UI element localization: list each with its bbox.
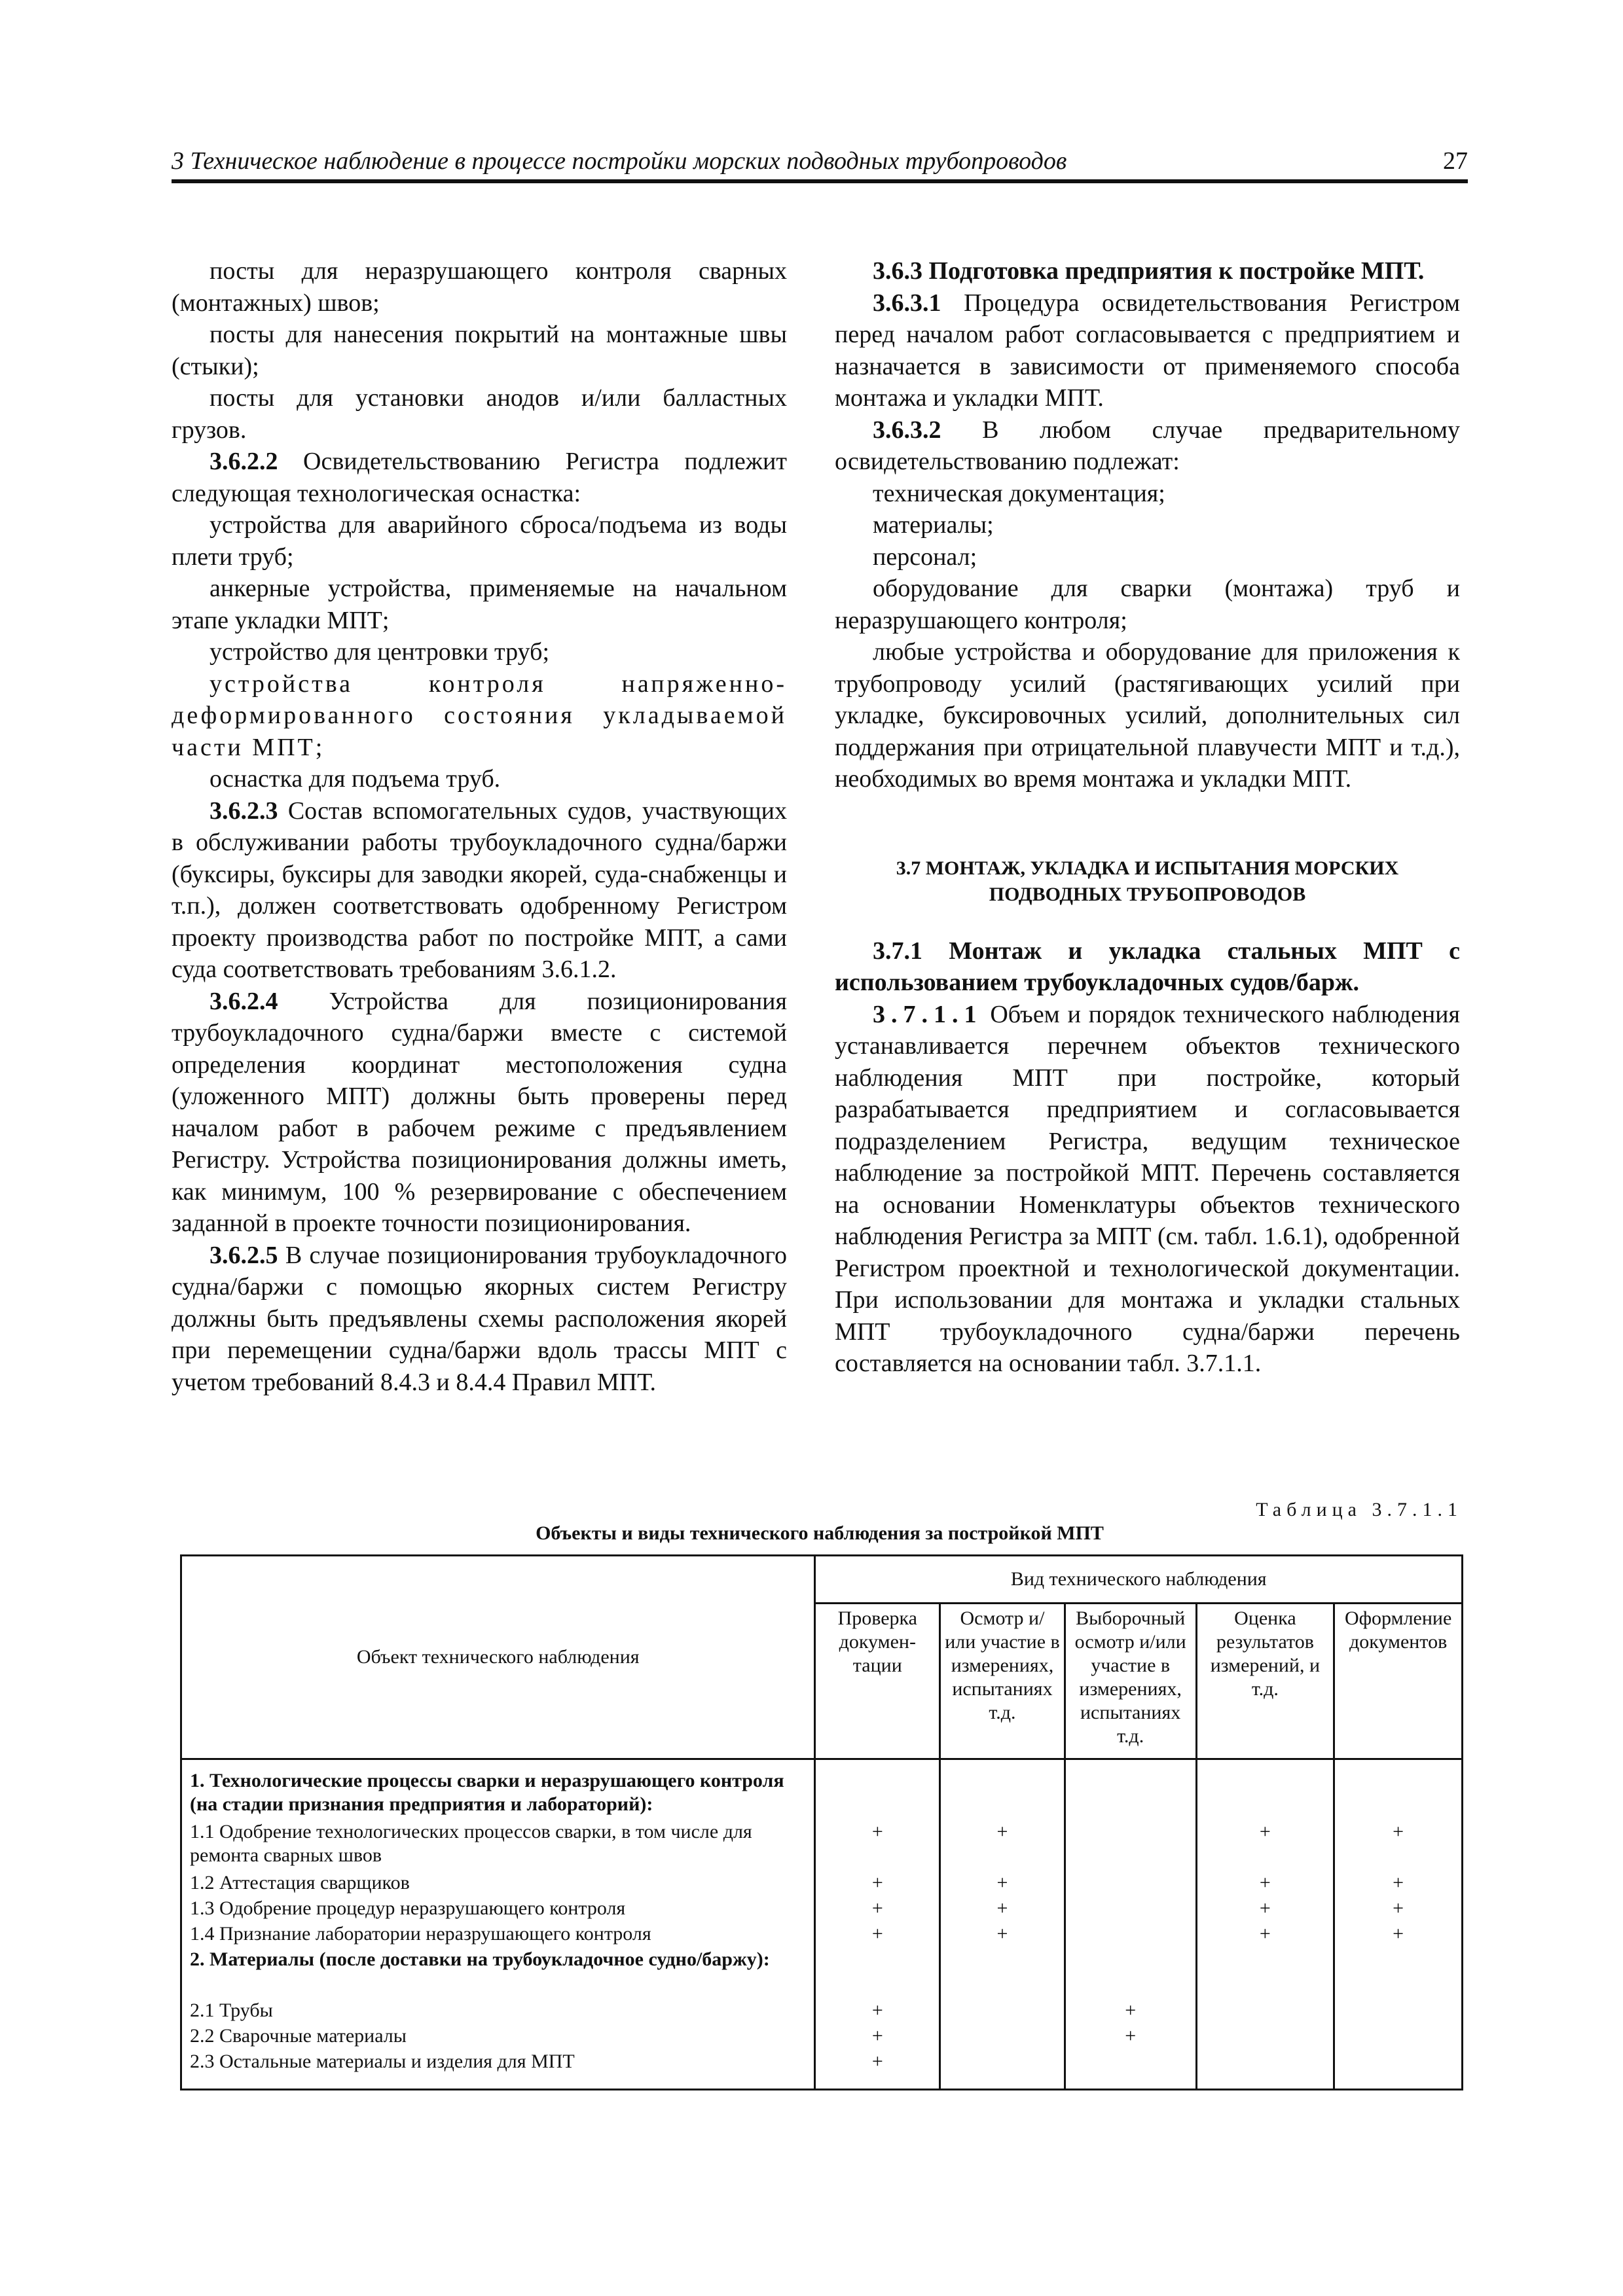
section-title: ПОДВОДНЫХ ТРУБОПРОВОДОВ [989, 883, 1306, 905]
check-mark [824, 1769, 931, 1820]
paragraph: 3.6.3.2 В любом случае предварительному освидетельствованию подлежат: [835, 416, 1460, 475]
check-mark [1343, 1948, 1453, 1999]
paragraph: оснастка для подъема труб. [210, 765, 501, 793]
table-row-label: 1.3 Одобрение процедур неразрушающего контроля [190, 1897, 626, 1919]
column-header: Оценка результатов измерений, и т.д. [1196, 1604, 1334, 1759]
paragraph: 3.7.1.1 Объем и порядок технического наблюдения устанавливается перечнем объектов технического наблюдения МПТ при постройке, который разрабатывается предприятием и согласовывается подразделением Регистра, ведущим техническое наблюдение за постройкой МПТ. Перечень составляется на основании Номенклатуры объектов технического наблюдения Регистра за МПТ (см. табл. 1.6.1), одобренной Регистром проектной и технологической документации. При использовании для монтажа и укладки стальных МПТ трубоукладочного судна/баржи перечень составляется на основании табл. 3.7.1.1. [835, 1000, 1460, 1377]
check-mark [949, 1999, 1056, 2024]
paragraph: устройства для аварийного сброса/подъема из воды плети труб; [172, 511, 787, 571]
check-mark [1205, 2024, 1326, 2050]
clause-number: 3.6.2.2 [210, 448, 278, 475]
paragraph: любые устройства и оборудование для приложения к трубопроводу усилий (растягивающих усилий при укладке, буксировочных усилий, дополнительных сил поддержания при отрицательной плавучести МПТ и т.д.), необходимых во время монтажа и укладки МПТ. [835, 638, 1460, 793]
check-mark [1343, 1999, 1453, 2024]
clause-number: 3.6.3.1 [873, 289, 941, 317]
paragraph: 3.6.2.2 Освидетельствованию Регистра подлежит следующая технологическая оснастка: [172, 448, 787, 507]
column-header: Осмотр и/или участие в измерениях, испытаниях т.д. [940, 1604, 1065, 1759]
check-mark: + [1393, 1923, 1404, 1945]
check-mark [1074, 1922, 1188, 1948]
check-mark [1074, 1948, 1188, 1999]
clause-number: 3.7.1.1 [873, 1000, 983, 1028]
check-mark [1205, 2050, 1326, 2075]
subsection-heading: 3.6.3 Подготовка предприятия к постройке МПТ. [873, 257, 1425, 285]
check-mark [1074, 1769, 1188, 1820]
section-title: 3.7 МОНТАЖ, УКЛАДКА И ИСПЫТАНИЯ МОРСКИХ [896, 857, 1399, 879]
check-mark: + [871, 1821, 883, 1842]
table-row-label: 1.2 Аттестация сварщиков [190, 1872, 410, 1893]
check-mark [1205, 1948, 1326, 1999]
table-row-label: 1. Технологические процессы сварки и неразрушающего контроля (на стадии признания предприятия и лабораторий): [190, 1770, 784, 1815]
check-mark: + [996, 1923, 1008, 1945]
check-mark: + [1259, 1923, 1271, 1945]
table-row-label: 2.3 Остальные материалы и изделия для МПТ [190, 2051, 575, 2072]
column-header: Выборочный осмотр и/или участие в измерениях, испытаниях т.д. [1065, 1604, 1196, 1759]
check-mark: + [996, 1897, 1008, 1919]
check-mark: + [871, 2025, 883, 2047]
paragraph: оборудование для сварки (монтажа) труб и неразрушающего контроля; [835, 575, 1460, 634]
table-caption: Объекты и виды технического наблюдения за постройкой МПТ [536, 1522, 1104, 1544]
paragraph: 3.6.2.5 В случае позиционирования трубоукладочного судна/баржи с помощью якорных систем Регистру должны быть предъявлены схемы расположения якорей при перемещении судна/баржи вдоль трассы МПТ с учетом требований 8.4.3 и 8.4.4 Правил МПТ. [172, 1241, 787, 1396]
clause-number: 3.6.2.4 [210, 987, 278, 1015]
paragraph: персонал; [873, 543, 977, 571]
right-column [835, 255, 1460, 1380]
marks-col-5 [1334, 1759, 1463, 2090]
check-mark [1205, 1769, 1326, 1820]
check-mark [1074, 1897, 1188, 1922]
marks-col-3 [1065, 1759, 1196, 2090]
check-mark [1074, 1820, 1188, 1871]
check-mark: + [1393, 1897, 1404, 1919]
paragraph: материалы; [873, 511, 994, 539]
check-mark [949, 2024, 1056, 2050]
marks-col-1 [815, 1759, 940, 2090]
check-mark [1205, 1999, 1326, 2024]
check-mark: + [1259, 1821, 1271, 1842]
table-row-label: 2.1 Трубы [190, 2000, 273, 2021]
check-mark [949, 2050, 1056, 2075]
check-mark: + [996, 1821, 1008, 1842]
object-header: Объект технического наблюдения [181, 1556, 815, 1759]
paragraph: 3.6.3.1 Процедура освидетельствования Регистром перед началом работ согласовывается с предприятием и назначается в зависимости от применяемого способа монтажа и укладки МПТ. [835, 289, 1460, 412]
check-mark: + [996, 1872, 1008, 1893]
page-number: 27 [1443, 147, 1468, 175]
check-mark: + [1259, 1897, 1271, 1919]
check-mark [1074, 1871, 1188, 1897]
check-mark: + [871, 1923, 883, 1945]
running-header [172, 143, 1468, 182]
header-title: 3 Техническое наблюдение в процессе постройки морских подводных трубопроводов [172, 147, 1067, 175]
paragraph: устройства контроля напряженно-деформированного состояния укладываемой части МПТ; [172, 670, 787, 761]
clause-number: 3.6.3.2 [873, 416, 941, 444]
check-mark [824, 1948, 931, 1999]
table-row-label: 1.1 Одобрение технологических процессов сварки, в том числе для ремонта сварных швов [190, 1821, 752, 1866]
paragraph: техническая документация; [873, 479, 1165, 507]
marks-col-4 [1196, 1759, 1334, 2090]
check-mark: + [1125, 2000, 1137, 2021]
table-row-label: 2.2 Сварочные материалы [190, 2025, 407, 2047]
check-mark: + [1125, 2025, 1137, 2047]
header-rule [172, 179, 1468, 183]
check-mark: + [1259, 1872, 1271, 1893]
check-mark [949, 1769, 1056, 1820]
check-mark [1343, 2050, 1453, 2075]
column-header: Проверка докумен-тации [815, 1604, 940, 1759]
paragraph: устройство для центровки труб; [210, 638, 550, 666]
paragraph: посты для нанесения покрытий на монтажные швы (стыки); [172, 321, 787, 380]
subsection-heading: 3.7.1 Монтаж и укладка стальных МПТ с использованием трубоукладочных судов/барж. [835, 937, 1460, 996]
marks-col-2 [940, 1759, 1065, 2090]
group-header: Вид технического наблюдения [815, 1556, 1463, 1604]
inspection-table [180, 1554, 1463, 2090]
paragraph: посты для установки анодов и/или балластных грузов. [172, 384, 787, 444]
paragraph: 3.6.2.4 Устройства для позиционирования трубоукладочного судна/баржи вместе с системой определения координат местоположения судна (уложенного МПТ) должны быть проверены перед началом работ в рабочем режиме с предъявлением Регистру. Устройства позиционирования должны иметь, как минимум, 100 % резервирование с обеспечением заданной в проекте точности позиционирования. [172, 987, 787, 1237]
left-column [172, 255, 787, 1398]
table-label: Таблица 3.7.1.1 [1256, 1499, 1463, 1520]
clause-number: 3.6.2.5 [210, 1241, 278, 1269]
check-mark: + [1393, 1872, 1404, 1893]
table-row-label: 1.4 Признание лаборатории неразрушающего контроля [190, 1923, 651, 1945]
check-mark: + [1393, 1821, 1404, 1842]
check-mark: + [871, 1897, 883, 1919]
check-mark [1074, 2050, 1188, 2075]
check-mark: + [871, 2051, 883, 2072]
clause-number: 3.6.2.3 [210, 797, 278, 825]
check-mark [949, 1948, 1056, 1999]
check-mark: + [871, 1872, 883, 1893]
paragraph: посты для неразрушающего контроля сварных (монтажных) швов; [172, 257, 787, 317]
check-mark: + [871, 2000, 883, 2021]
table-row-label: 2. Материалы (после доставки на трубоукладочное судно/баржу): [190, 1948, 770, 1970]
check-mark [1343, 2024, 1453, 2050]
column-header: Оформление документов [1334, 1604, 1463, 1759]
paragraph: анкерные устройства, применяемые на начальном этапе укладки МПТ; [172, 575, 787, 634]
object-list [181, 1759, 815, 2090]
paragraph: 3.6.2.3 Состав вспомогательных судов, участвующих в обслуживании работы трубоукладочного судна/баржи (буксиры, буксиры для заводки якорей, суда-снабженцы и т.п.), должен соответствовать одобренному Регистром проекту производства работ по постройке МПТ, а сами суда соответствовать требованиям 3.6.1.2. [172, 797, 787, 983]
check-mark [1343, 1769, 1453, 1820]
